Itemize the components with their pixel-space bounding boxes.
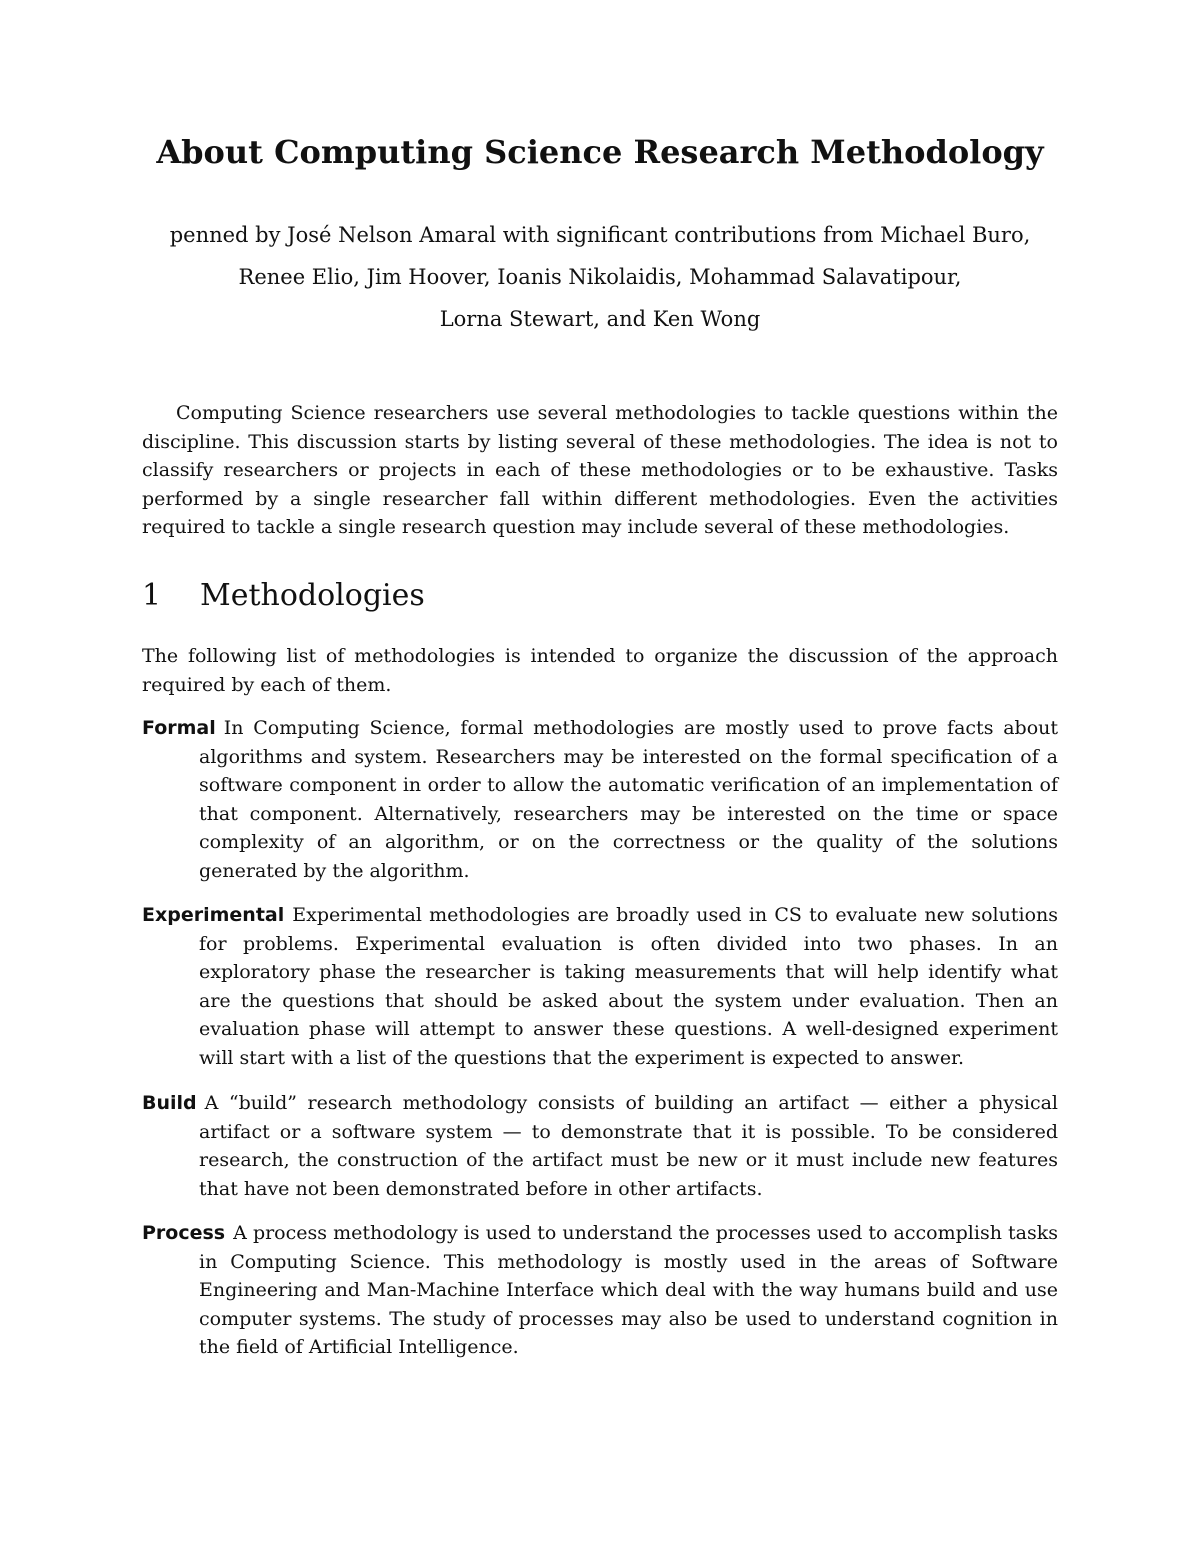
- methodology-item-experimental: [142, 901, 1058, 1073]
- author-line-3: Lorna Stewart, and Ken Wong: [439, 307, 761, 331]
- author-line-2: Renee Elio, Jim Hoover, Ioanis Nikolaidis, Mohammad Salavatipour,: [238, 265, 962, 289]
- methodology-description: Experimental methodologies are broadly used in CS to evaluate new solutions for problems. Experimental evaluation is often divided into two phases. In an exploratory phase the researcher is taking measurements that will help identify what are the questions that should be asked about the system under evaluation. Then an evaluation phase will attempt to answer these questions. A well-designed experiment will start with a list of the questions that the experiment is expected to answer.: [199, 904, 1058, 1069]
- methodology-item-process: [142, 1219, 1058, 1362]
- page-title: About Computing Science Research Methodology: [156, 133, 1044, 171]
- methodology-item-build: [142, 1089, 1058, 1203]
- methodology-term: Experimental: [142, 904, 285, 926]
- author-line-1: penned by José Nelson Amaral with significant contributions from Michael Buro,: [169, 223, 1031, 247]
- methodology-description: A process methodology is used to understand the processes used to accomplish tasks in Computing Science. This methodology is mostly used in the areas of Software Engineering and Man-Machine Interface which deal with the way humans build and use computer systems. The study of processes may also be used to understand cognition in the field of Artificial Intelligence.: [199, 1222, 1058, 1359]
- methodology-description: In Computing Science, formal methodologies are mostly used to prove facts about algorithms and system. Researchers may be interested on the formal specification of a software component in order to allow the automatic verification of an implementation of that component. Alternatively, researchers may be interested on the time or space complexity of an algorithm, or on the correctness or the quality of the solutions generated by the algorithm.: [199, 717, 1058, 882]
- methodology-item-formal: [142, 714, 1058, 886]
- methodology-term: Formal: [142, 717, 216, 739]
- section-intro-paragraph: The following list of methodologies is intended to organize the discussion of the approach required by each of them.: [142, 645, 1058, 696]
- methodology-term: Build: [142, 1092, 197, 1114]
- section-title: Methodologies: [200, 578, 425, 613]
- author-block: [0, 214, 1200, 340]
- methodology-description: A “build” research methodology consists of building an artifact — either a physical artifact or a software system — to demonstrate that it is possible. To be considered research, the construction of the artifact must be new or it must include new features that have not been demonstrated before in other artifacts.: [199, 1092, 1058, 1200]
- section-heading: [142, 578, 1058, 613]
- methodology-term: Process: [142, 1222, 226, 1244]
- section-number: 1: [142, 578, 162, 613]
- abstract-paragraph: Computing Science researchers use several methodologies to tackle questions within the discipline. This discussion starts by listing several of these methodologies. The idea is not to classify researchers or projects in each of these methodologies or to be exhaustive. Tasks performed by a single researcher fall within different methodologies. Even the activities required to tackle a single research question may include several of these methodologies.: [142, 402, 1058, 539]
